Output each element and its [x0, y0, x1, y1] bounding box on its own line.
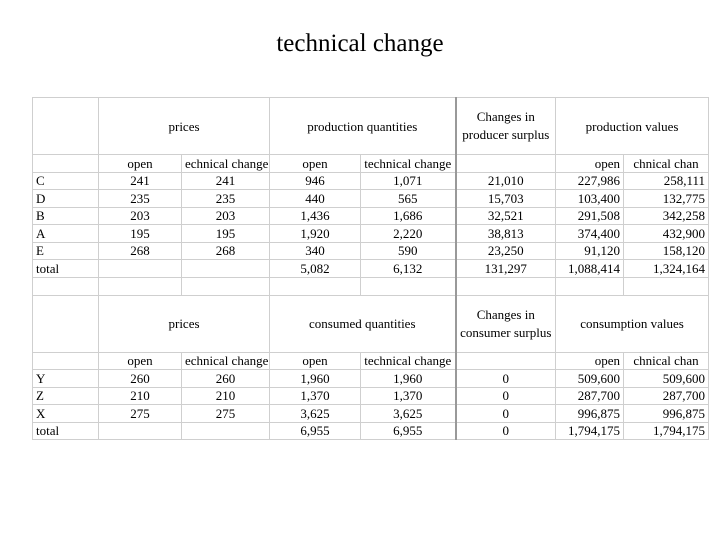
qty-tc-cell: 3,625: [361, 405, 456, 423]
value-open-cell: 91,120: [556, 242, 624, 260]
price-tc-cell: 235: [182, 190, 270, 208]
value-tc-cell: 258,111: [624, 172, 709, 190]
qty-tc-header: technical change: [361, 155, 456, 173]
surplus-cell: 0: [456, 405, 556, 423]
group-header-row: [33, 98, 709, 155]
total-value-tc: 1,794,175: [624, 422, 709, 440]
blank-cell: [33, 98, 99, 155]
price-open-cell: 275: [99, 405, 182, 423]
table-row: [33, 225, 709, 243]
row-label: E: [33, 242, 99, 260]
prices-tc-header: echnical change: [182, 155, 270, 173]
values-tc-header: chnical chan: [624, 155, 709, 173]
price-tc-cell: 203: [182, 207, 270, 225]
price-open-cell: 268: [99, 242, 182, 260]
blank-cell: [361, 277, 456, 295]
price-open-cell: 235: [99, 190, 182, 208]
value-open-cell: 227,986: [556, 172, 624, 190]
blank-cell: [182, 277, 270, 295]
price-tc-cell: 241: [182, 172, 270, 190]
surplus-cell: 23,250: [456, 242, 556, 260]
qty-open-header: open: [270, 352, 361, 370]
values-open-header: open: [556, 352, 624, 370]
slide-title: technical change: [276, 30, 444, 57]
values-open-header: open: [556, 155, 624, 173]
row-label: Y: [33, 370, 99, 388]
total-qty-open: 5,082: [270, 260, 361, 278]
total-value-open: 1,794,175: [556, 422, 624, 440]
table-row: [33, 172, 709, 190]
blank-cell: [99, 277, 182, 295]
qty-open-cell: 1,436: [270, 207, 361, 225]
blank-cell: [33, 295, 99, 352]
value-tc-cell: 432,900: [624, 225, 709, 243]
table-row: [33, 370, 709, 388]
price-tc-cell: 195: [182, 225, 270, 243]
blank-cell: [456, 352, 556, 370]
qty-open-cell: 1,370: [270, 387, 361, 405]
table-row: [33, 405, 709, 423]
surplus-cell: 0: [456, 370, 556, 388]
total-row: [33, 260, 709, 278]
qty-tc-cell: 565: [361, 190, 456, 208]
price-open-cell: 210: [99, 387, 182, 405]
price-tc-cell: 268: [182, 242, 270, 260]
value-open-cell: 996,875: [556, 405, 624, 423]
qty-tc-cell: 1,686: [361, 207, 456, 225]
surplus-cell: 15,703: [456, 190, 556, 208]
blank-cell: [99, 422, 182, 440]
qty-open-cell: 3,625: [270, 405, 361, 423]
price-open-cell: 241: [99, 172, 182, 190]
row-label: C: [33, 172, 99, 190]
qty-open-cell: 1,920: [270, 225, 361, 243]
total-qty-tc: 6,132: [361, 260, 456, 278]
total-qty-open: 6,955: [270, 422, 361, 440]
surplus-cell: 0: [456, 387, 556, 405]
qty-tc-cell: 1,960: [361, 370, 456, 388]
prices-open-header: open: [99, 155, 182, 173]
table-row: [33, 207, 709, 225]
qty-tc-header: technical change: [361, 352, 456, 370]
surplus-cell: 38,813: [456, 225, 556, 243]
value-tc-cell: 996,875: [624, 405, 709, 423]
blank-cell: [624, 277, 709, 295]
value-open-cell: 103,400: [556, 190, 624, 208]
value-open-cell: 374,400: [556, 225, 624, 243]
prices-header: prices: [99, 295, 270, 352]
total-label: total: [33, 422, 99, 440]
prices-header: prices: [99, 98, 270, 155]
row-label: X: [33, 405, 99, 423]
total-value-tc: 1,324,164: [624, 260, 709, 278]
total-surplus: 131,297: [456, 260, 556, 278]
blank-cell: [33, 277, 99, 295]
value-tc-cell: 158,120: [624, 242, 709, 260]
qty-tc-cell: 1,370: [361, 387, 456, 405]
table-row: [33, 242, 709, 260]
surplus-cell: 21,010: [456, 172, 556, 190]
quantities-header: consumed quantities: [270, 295, 456, 352]
total-row: [33, 422, 709, 440]
row-label: Z: [33, 387, 99, 405]
qty-open-cell: 1,960: [270, 370, 361, 388]
table-row: [33, 387, 709, 405]
table-row: [33, 190, 709, 208]
qty-open-cell: 440: [270, 190, 361, 208]
blank-cell: [182, 260, 270, 278]
value-tc-cell: 287,700: [624, 387, 709, 405]
value-tc-cell: 342,258: [624, 207, 709, 225]
total-surplus: 0: [456, 422, 556, 440]
group-header-row: [33, 295, 709, 352]
total-value-open: 1,088,414: [556, 260, 624, 278]
total-label: total: [33, 260, 99, 278]
qty-open-header: open: [270, 155, 361, 173]
quantities-header: production quantities: [270, 98, 456, 155]
qty-open-cell: 340: [270, 242, 361, 260]
surplus-header: Changes in producer surplus: [456, 98, 556, 155]
value-tc-cell: 509,600: [624, 370, 709, 388]
surplus-header: Changes in consumer surplus: [456, 295, 556, 352]
spacer-row: [33, 277, 709, 295]
price-tc-cell: 260: [182, 370, 270, 388]
spreadsheet: [32, 97, 706, 440]
surplus-cell: 32,521: [456, 207, 556, 225]
qty-tc-cell: 2,220: [361, 225, 456, 243]
blank-cell: [33, 155, 99, 173]
blank-cell: [182, 422, 270, 440]
sub-header-row: [33, 155, 709, 173]
value-open-cell: 287,700: [556, 387, 624, 405]
sub-header-row: [33, 352, 709, 370]
values-tc-header: chnical chan: [624, 352, 709, 370]
price-open-cell: 260: [99, 370, 182, 388]
values-header: production values: [556, 98, 709, 155]
row-label: B: [33, 207, 99, 225]
value-tc-cell: 132,775: [624, 190, 709, 208]
price-open-cell: 195: [99, 225, 182, 243]
prices-open-header: open: [99, 352, 182, 370]
prices-tc-header: echnical change: [182, 352, 270, 370]
value-open-cell: 291,508: [556, 207, 624, 225]
blank-cell: [99, 260, 182, 278]
blank-cell: [456, 155, 556, 173]
values-header: consumption values: [556, 295, 709, 352]
blank-cell: [556, 277, 624, 295]
qty-tc-cell: 1,071: [361, 172, 456, 190]
price-tc-cell: 210: [182, 387, 270, 405]
price-tc-cell: 275: [182, 405, 270, 423]
qty-open-cell: 946: [270, 172, 361, 190]
row-label: A: [33, 225, 99, 243]
value-open-cell: 509,600: [556, 370, 624, 388]
row-label: D: [33, 190, 99, 208]
blank-cell: [270, 277, 361, 295]
blank-cell: [456, 277, 556, 295]
price-open-cell: 203: [99, 207, 182, 225]
qty-tc-cell: 590: [361, 242, 456, 260]
data-table: [32, 97, 709, 440]
blank-cell: [33, 352, 99, 370]
total-qty-tc: 6,955: [361, 422, 456, 440]
